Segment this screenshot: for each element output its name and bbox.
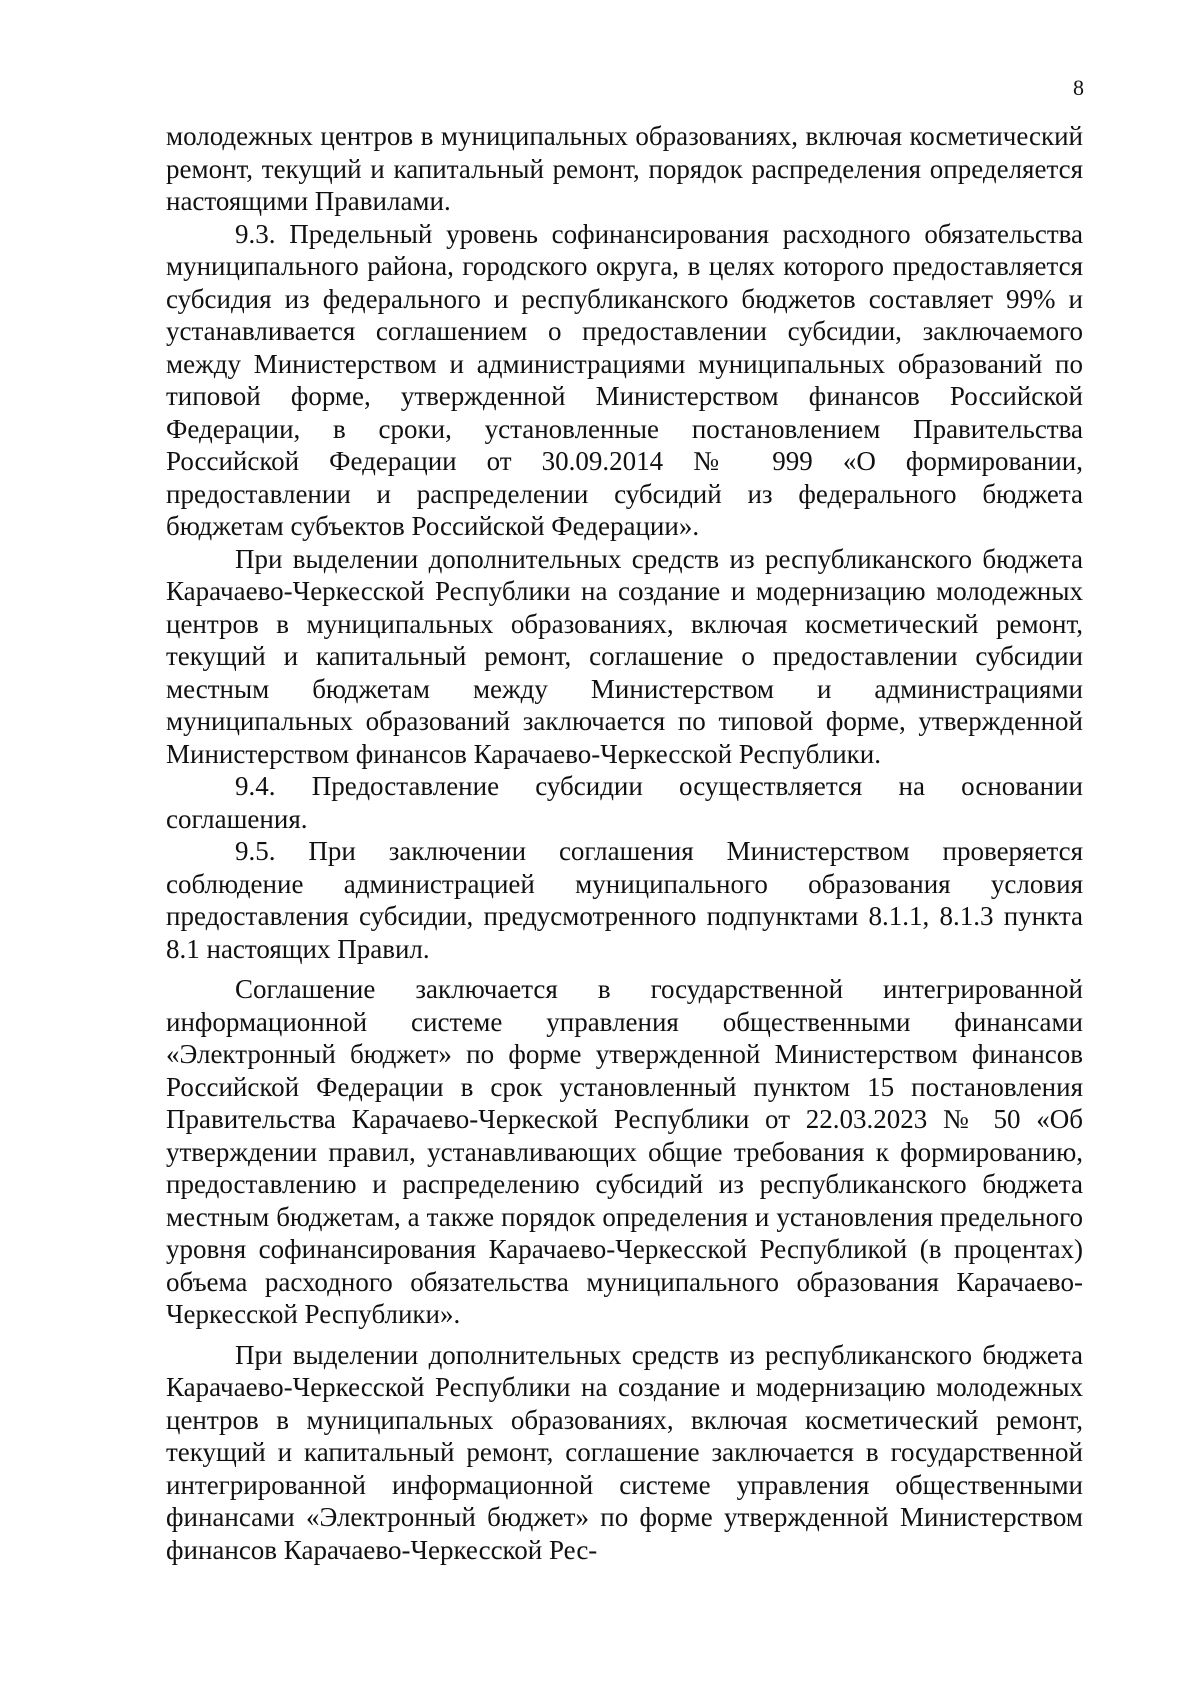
paragraph-9-4: 9.4. Предоставление субсидии осуществляется на основании соглашения.: [166, 771, 1083, 834]
paragraph-continuation: молодежных центров в муниципальных образованиях, включая косметический ремонт, текущий и капитальный ремонт, порядок распределения определяется настоящими Правилами.: [166, 121, 1083, 216]
paragraph-9-5: 9.5. При заключении соглашения Министерством проверяется соблюдение администрацией муниципального образования условия предоставления субсидии, предусмотренного подпунктами 8.1.1, 8.1.3 пункта 8.1 настоящих Правил.: [166, 836, 1083, 964]
paragraph-additional-funds: При выделении дополнительных средств из республиканского бюджета Карачаево-Черкесской Республики на создание и модернизацию молодежных центров в муниципальных образованиях, включая косметический ремонт, текущий и капитальный ремонт, соглашение о предоставлении субсидии местным бюджетам между Министерством и администрациями муниципальных образований заключается по типовой форме, утвержденной Министерством финансов Карачаево-Черкесской Республики.: [166, 543, 1083, 769]
document-body: [166, 120, 1083, 1566]
paragraph-additional-funds-agreement: При выделении дополнительных средств из республиканского бюджета Карачаево-Черкесской Республики на создание и модернизацию молодежных центров в муниципальных образованиях, включая косметический ремонт, текущий и капитальный ремонт, соглашение заключается в государственной интегрированной информационной системе управления общественными финансами «Электронный бюджет» по форме утвержденной Министерством финансов Карачаево-Черкесской Рес-: [166, 1339, 1083, 1565]
paragraph-agreement: Соглашение заключается в государственной интегрированной информационной системе управления общественными финансами «Электронный бюджет» по форме утвержденной Министерством финансов Российской Федерации в срок установленный пунктом 15 постановления Правительства Карачаево-Черкеской Республики от 22.03.2023 № 50 «Об утверждении правил, устанавливающих общие требования к формированию, предоставлению и распределению субсидий из республиканского бюджета местным бюджетам, а также порядок определения и установления предельного уровня софинансирования Карачаево-Черкесской Республикой (в процентах) объема расходного обязательства муниципального образования Карачаево-Черкесской Республики».: [166, 974, 1083, 1329]
paragraph-9-3: 9.3. Предельный уровень софинансирования расходного обязательства муниципального района, городского округа, в целях которого предоставляется субсидия из федерального и республиканского бюджетов составляет 99% и устанавливается соглашением о предоставлении субсидии, заключаемого между Министерством и администрациями муниципальных образований по типовой форме, утвержденной Министерством финансов Российской Федерации, в сроки, установленные постановлением Правительства Российской Федерации от 30.09.2014 № 999 «О формировании, предоставлении и распределении субсидий из федерального бюджета бюджетам субъектов Российской Федерации».: [166, 218, 1083, 541]
page-number: 8: [1073, 75, 1084, 100]
